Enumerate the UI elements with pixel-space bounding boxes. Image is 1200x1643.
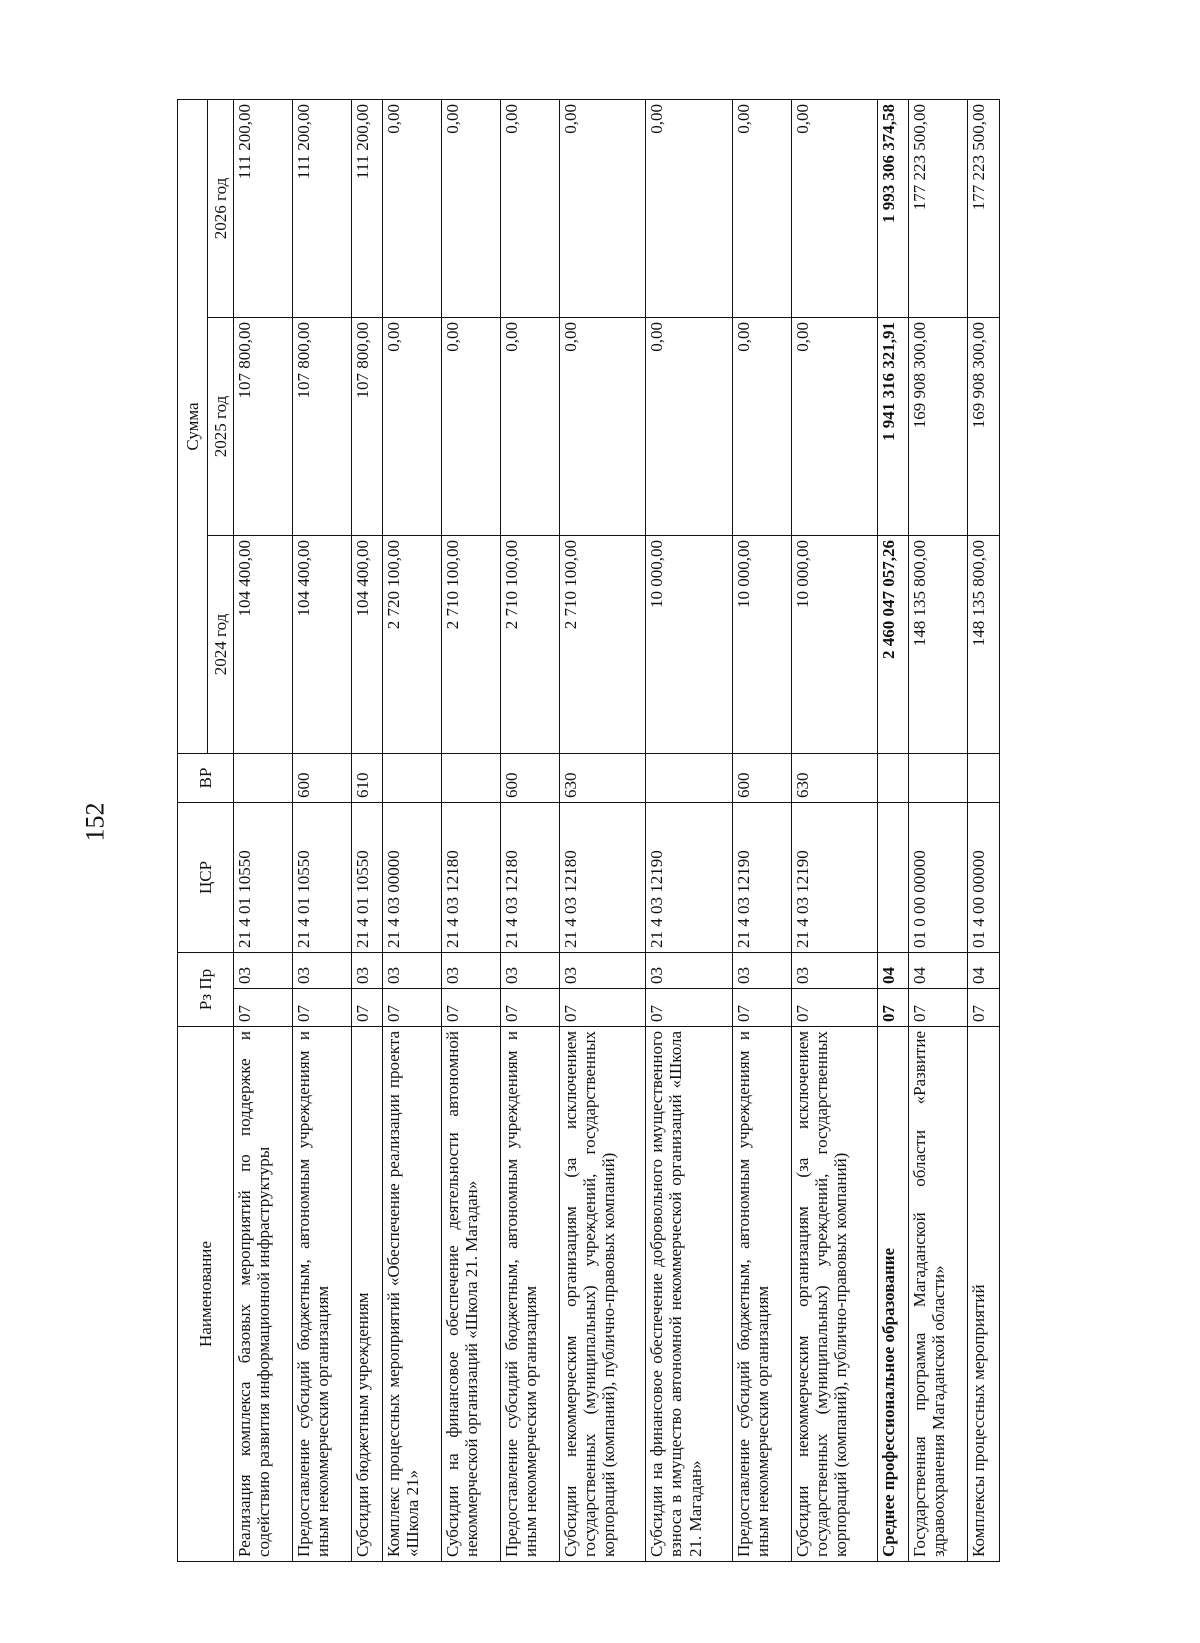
- table-row: [791, 99, 877, 1561]
- row-name: Реализация комплекса базовых мероприятий по поддержке и содействию развития информационной инфраструктуры: [234, 1027, 293, 1562]
- row-sum-2025: 107 800,00: [234, 317, 293, 535]
- row-csr: 21 4 03 12190: [646, 802, 732, 952]
- row-rz: 07: [234, 989, 293, 1027]
- budget-table: [177, 99, 1000, 1562]
- row-rz: 07: [351, 989, 383, 1027]
- row-rz: 07: [909, 989, 968, 1027]
- row-csr: 21 4 01 10550: [234, 802, 293, 952]
- page-number: 152: [80, 802, 110, 842]
- header-csr: ЦСР: [178, 802, 234, 952]
- row-sum-2024: 2 460 047 057,26: [877, 535, 909, 753]
- row-name: Среднее профессиональное образование: [877, 1027, 909, 1562]
- row-pr: 03: [791, 952, 877, 988]
- row-csr: [877, 802, 909, 952]
- row-name: Предоставление субсидий бюджетным, автономным учреждениям и иным некоммерческим организациям: [732, 1027, 791, 1562]
- header-vr: ВР: [178, 753, 234, 802]
- row-pr: 03: [234, 952, 293, 988]
- row-name: Субсидии на финансовое обеспечение деятельности автономной некоммерческой организаций «Школа 21. Магадан»: [442, 1027, 501, 1562]
- header-sum: Сумма: [178, 99, 208, 753]
- row-sum-2024: 104 400,00: [234, 535, 293, 753]
- header-year-2026: 2026 год: [208, 99, 234, 317]
- row-pr: 03: [646, 952, 732, 988]
- table-row: [968, 99, 1000, 1561]
- row-sum-2026: 111 200,00: [234, 99, 293, 317]
- row-pr: 03: [351, 952, 383, 988]
- row-sum-2025: 107 800,00: [292, 317, 351, 535]
- row-sum-2025: 0,00: [646, 317, 732, 535]
- row-vr: 610: [351, 753, 383, 802]
- row-rz: 07: [442, 989, 501, 1027]
- row-name: Предоставление субсидий бюджетным, автономным учреждениям и иным некоммерческим организациям: [501, 1027, 560, 1562]
- row-pr: 03: [292, 952, 351, 988]
- row-rz: 07: [560, 989, 646, 1027]
- row-sum-2024: 148 135 800,00: [909, 535, 968, 753]
- row-rz: 07: [501, 989, 560, 1027]
- row-rz: 07: [791, 989, 877, 1027]
- row-vr: [442, 753, 501, 802]
- row-pr: 03: [501, 952, 560, 988]
- row-sum-2026: 0,00: [501, 99, 560, 317]
- row-sum-2026: 111 200,00: [292, 99, 351, 317]
- table-body: [234, 99, 1000, 1561]
- row-sum-2025: 169 908 300,00: [909, 317, 968, 535]
- row-vr: 600: [292, 753, 351, 802]
- row-sum-2025: 0,00: [560, 317, 646, 535]
- row-pr: 04: [968, 952, 1000, 988]
- row-name: Комплекс процессных мероприятий «Обеспечение реализации проекта «Школа 21»: [383, 1027, 442, 1562]
- row-rz: 07: [968, 989, 1000, 1027]
- row-sum-2025: 1 941 316 321,91: [877, 317, 909, 535]
- row-sum-2024: 2 720 100,00: [383, 535, 442, 753]
- header-year-2025: 2025 год: [208, 317, 234, 535]
- row-sum-2024: 148 135 800,00: [968, 535, 1000, 753]
- row-sum-2026: 177 223 500,00: [909, 99, 968, 317]
- row-csr: 21 4 03 12190: [732, 802, 791, 952]
- row-sum-2026: 0,00: [791, 99, 877, 317]
- row-vr: [968, 753, 1000, 802]
- row-csr: 21 4 01 10550: [351, 802, 383, 952]
- row-name: Субсидии на финансовое обеспечение добровольного имущественного взноса в имущество автономной некоммерческой организаций «Школа 21. Магадан»: [646, 1027, 732, 1562]
- row-csr: 21 4 01 10550: [292, 802, 351, 952]
- row-sum-2026: 0,00: [442, 99, 501, 317]
- row-vr: 630: [791, 753, 877, 802]
- row-pr: 04: [909, 952, 968, 988]
- header-name: Наименование: [178, 1027, 234, 1562]
- table-row: [383, 99, 442, 1561]
- row-vr: [234, 753, 293, 802]
- row-csr: 21 4 03 12180: [442, 802, 501, 952]
- row-rz: 07: [877, 989, 909, 1027]
- row-vr: [877, 753, 909, 802]
- row-name: Предоставление субсидий бюджетным, автономным учреждениям и иным некоммерческим организациям: [292, 1027, 351, 1562]
- table-row: [234, 99, 293, 1561]
- row-name: Субсидии бюджетным учреждениям: [351, 1027, 383, 1562]
- row-name: Государственная программа Магаданской области «Развитие здравоохранения Магаданской области»: [909, 1027, 968, 1562]
- table-row: [877, 99, 909, 1561]
- row-vr: 600: [732, 753, 791, 802]
- row-rz: 07: [383, 989, 442, 1027]
- row-sum-2026: 1 993 306 374,58: [877, 99, 909, 317]
- row-vr: [909, 753, 968, 802]
- row-vr: 630: [560, 753, 646, 802]
- header-rz-pr: Рз Пр: [178, 952, 234, 1026]
- row-sum-2026: 0,00: [560, 99, 646, 317]
- row-sum-2026: 177 223 500,00: [968, 99, 1000, 317]
- row-sum-2024: 10 000,00: [791, 535, 877, 753]
- rotated-table-container: [177, 100, 1000, 1562]
- row-vr: 600: [501, 753, 560, 802]
- row-rz: 07: [732, 989, 791, 1027]
- row-sum-2024: 2 710 100,00: [560, 535, 646, 753]
- header-year-2024: 2024 год: [208, 535, 234, 753]
- row-csr: 21 4 03 12180: [560, 802, 646, 952]
- row-sum-2025: 0,00: [501, 317, 560, 535]
- row-sum-2025: 0,00: [732, 317, 791, 535]
- row-vr: [383, 753, 442, 802]
- row-sum-2025: 0,00: [383, 317, 442, 535]
- row-csr: 01 0 00 00000: [909, 802, 968, 952]
- row-rz: 07: [292, 989, 351, 1027]
- row-sum-2025: 169 908 300,00: [968, 317, 1000, 535]
- row-vr: [646, 753, 732, 802]
- row-sum-2024: 10 000,00: [732, 535, 791, 753]
- row-sum-2024: 2 710 100,00: [442, 535, 501, 753]
- row-sum-2026: 0,00: [383, 99, 442, 317]
- table-row: [560, 99, 646, 1561]
- table-row: [442, 99, 501, 1561]
- row-sum-2024: 2 710 100,00: [501, 535, 560, 753]
- row-rz: 07: [646, 989, 732, 1027]
- row-csr: 21 4 03 00000: [383, 802, 442, 952]
- row-sum-2025: 0,00: [791, 317, 877, 535]
- row-sum-2025: 0,00: [442, 317, 501, 535]
- row-name: Комплексы процессных мероприятий: [968, 1027, 1000, 1562]
- row-name: Субсидии некоммерческим организациям (за исключением государственных (муниципальных) учреждений, государственных корпораций (компаний), публично-правовых компаний): [791, 1027, 877, 1562]
- table-row: [351, 99, 383, 1561]
- row-pr: 03: [560, 952, 646, 988]
- table-row: [646, 99, 732, 1561]
- row-sum-2024: 104 400,00: [292, 535, 351, 753]
- row-name: Субсидии некоммерческим организациям (за исключением государственных (муниципальных) учреждений, государственных корпораций (компаний), публично-правовых компаний): [560, 1027, 646, 1562]
- row-sum-2025: 107 800,00: [351, 317, 383, 535]
- row-sum-2024: 104 400,00: [351, 535, 383, 753]
- table-row: [909, 99, 968, 1561]
- table-row: [501, 99, 560, 1561]
- row-csr: 21 4 03 12190: [791, 802, 877, 952]
- row-sum-2024: 10 000,00: [646, 535, 732, 753]
- row-pr: 03: [442, 952, 501, 988]
- table-row: [292, 99, 351, 1561]
- row-pr: 04: [877, 952, 909, 988]
- row-csr: 21 4 03 12180: [501, 802, 560, 952]
- row-sum-2026: 0,00: [732, 99, 791, 317]
- row-sum-2026: 111 200,00: [351, 99, 383, 317]
- table-row: [732, 99, 791, 1561]
- row-pr: 03: [383, 952, 442, 988]
- row-sum-2026: 0,00: [646, 99, 732, 317]
- row-csr: 01 4 00 00000: [968, 802, 1000, 952]
- row-pr: 03: [732, 952, 791, 988]
